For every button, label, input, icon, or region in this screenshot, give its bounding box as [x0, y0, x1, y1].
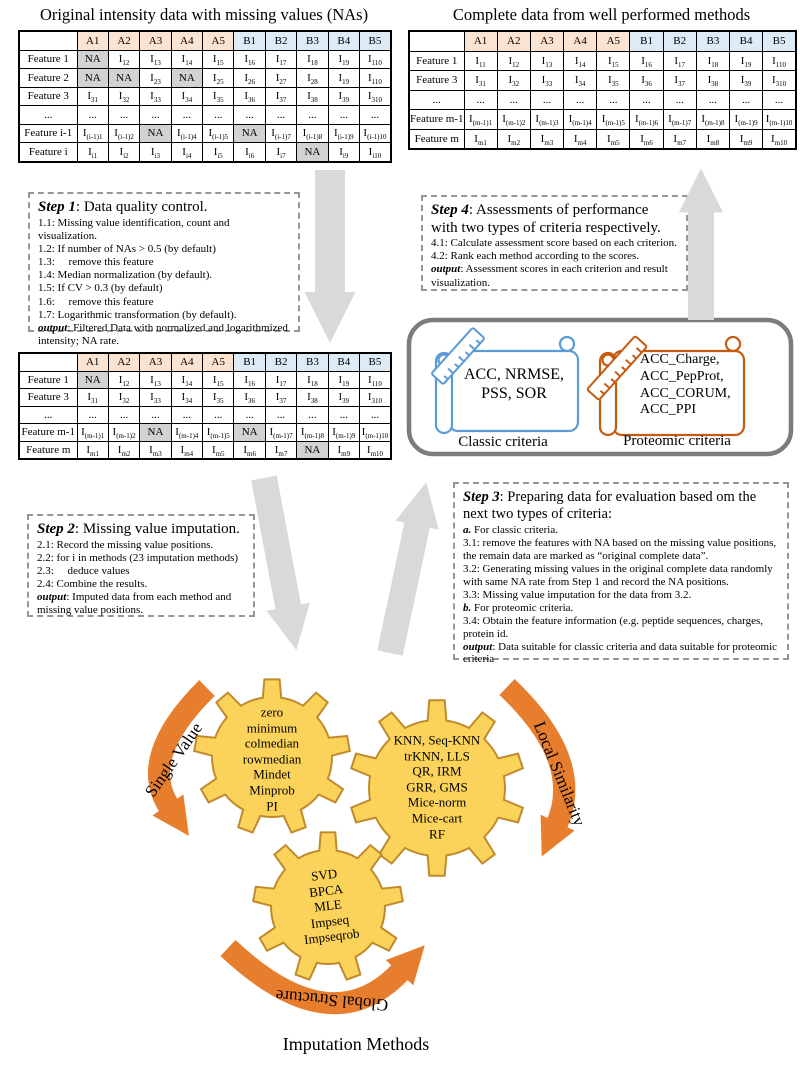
data-cell: $I_{(i-1)4}$ [171, 124, 202, 143]
data-cell: NA [234, 424, 265, 442]
list-item: rowmedian [242, 751, 302, 767]
row-header: Feature m [19, 441, 77, 459]
column-header: A2 [108, 31, 139, 50]
data-cell: $I_{19}$ [328, 69, 359, 88]
data-cell: $I_{12}$ [108, 371, 139, 389]
list-item: Impseqrob [303, 925, 361, 948]
column-header: A3 [140, 31, 171, 50]
data-cell: $I_{(i-1)1}$ [77, 124, 108, 143]
step-line: b. For proteomic criteria. [463, 601, 574, 614]
data-cell: $I_{310}$ [763, 71, 796, 91]
list-item: BPCA [308, 880, 344, 900]
column-header: A2 [497, 31, 530, 51]
data-cell: $I_{35}$ [203, 87, 234, 106]
list-item: KNN, Seq-KNN [393, 732, 481, 748]
step2-label: Step 2 [37, 521, 75, 537]
data-cell: $I_{310}$ [360, 389, 391, 407]
data-cell: ... [630, 90, 663, 110]
data-cell: $I_{39}$ [328, 389, 359, 407]
data-cell: $I_{(m-1)10}$ [763, 110, 796, 130]
data-cell: $I_{(i-1)7}$ [265, 124, 296, 143]
data-cell: ... [265, 406, 296, 424]
data-cell: $I_{m3}$ [140, 441, 171, 459]
list-item: MLE [313, 896, 343, 915]
data-cell: $I_{15}$ [203, 371, 234, 389]
step-line: 2.4: Combine the results. [37, 578, 148, 591]
list-item: zero [260, 704, 284, 720]
data-cell: $I_{14}$ [171, 50, 202, 69]
step-line: 1.3: remove this feature [38, 256, 154, 269]
data-cell: $I_{34}$ [564, 71, 597, 91]
list-item: ACC_PepProt, [640, 368, 724, 384]
data-cell: $I_{12}$ [108, 50, 139, 69]
data-cell: NA [77, 50, 108, 69]
data-cell: ... [234, 406, 265, 424]
step-line: 3.3: Missing value imputation for the data from 3.2. [463, 588, 692, 601]
row-header: Feature i [19, 143, 77, 162]
column-header: B1 [234, 31, 265, 50]
data-cell: $I_{(i-1)2}$ [108, 124, 139, 143]
data-cell: ... [696, 90, 729, 110]
data-cell: $I_{33}$ [530, 71, 563, 91]
data-cell: $I_{18}$ [297, 371, 328, 389]
step-line: 1.2: If number of NAs > 0.5 (by default) [38, 242, 216, 255]
data-cell: $I_{(i-1)8}$ [297, 124, 328, 143]
step-line: a. For classic criteria. [463, 523, 558, 536]
data-cell: $I_{(m-1)4}$ [564, 110, 597, 130]
data-cell: $I_{(m-1)6}$ [630, 110, 663, 130]
data-cell: $I_{(m-1)9}$ [730, 110, 763, 130]
data-cell: $I_{25}$ [203, 69, 234, 88]
step1-label: Step 1 [38, 199, 76, 215]
data-cell: $I_{35}$ [203, 389, 234, 407]
data-cell: $I_{16}$ [234, 50, 265, 69]
column-header: A3 [140, 353, 171, 371]
data-cell: ... [564, 90, 597, 110]
data-cell: NA [297, 441, 328, 459]
data-cell: $I_{i9}$ [328, 143, 359, 162]
data-cell: $I_{32}$ [108, 389, 139, 407]
step3-title: : Preparing data for evaluation based om the next two types of criteria: [463, 489, 757, 523]
data-cell: $I_{28}$ [297, 69, 328, 88]
list-item: QR, IRM [412, 763, 462, 779]
column-header: B3 [696, 31, 729, 51]
data-cell: $I_{35}$ [597, 71, 630, 91]
list-item: trKNN, LLS [404, 748, 470, 764]
data-cell: $I_{m4}$ [564, 129, 597, 149]
data-cell: ... [663, 90, 696, 110]
data-cell: $I_{m1}$ [464, 129, 497, 149]
list-item: Mice-norm [407, 794, 467, 810]
step3-label: Step 3 [463, 489, 500, 505]
list-item: colmedian [244, 735, 300, 751]
classic-criteria-label: Classic criteria [458, 434, 548, 450]
row-header: Feature 2 [19, 69, 77, 88]
step-line: 4.1: Calculate assessment score based on each criterion. [431, 237, 677, 250]
data-cell: ... [108, 406, 139, 424]
data-cell: NA [234, 124, 265, 143]
data-cell: $I_{31}$ [77, 87, 108, 106]
data-cell: ... [77, 106, 108, 125]
data-cell: NA [140, 124, 171, 143]
data-cell: ... [171, 406, 202, 424]
data-cell: $I_{19}$ [328, 50, 359, 69]
column-header: B3 [297, 31, 328, 50]
column-header: A3 [530, 31, 563, 51]
data-cell: $I_{11}$ [464, 51, 497, 71]
column-header: B5 [360, 353, 391, 371]
data-cell: $I_{38}$ [297, 389, 328, 407]
data-cell: $I_{110}$ [360, 371, 391, 389]
column-header: A1 [77, 353, 108, 371]
step-line: 1.4: Median normalization (by default). [38, 269, 213, 282]
row-header: Feature 1 [19, 50, 77, 69]
list-item: Minprob [249, 782, 295, 798]
row-header: ... [19, 406, 77, 424]
column-header: B2 [265, 31, 296, 50]
data-cell: $I_{i5}$ [203, 143, 234, 162]
column-header: A1 [464, 31, 497, 51]
column-header: A4 [171, 353, 202, 371]
data-cell: $I_{15}$ [597, 51, 630, 71]
data-cell: $I_{17}$ [265, 371, 296, 389]
data-cell: $I_{m5}$ [597, 129, 630, 149]
data-cell: ... [77, 406, 108, 424]
data-cell: ... [171, 106, 202, 125]
data-cell: ... [140, 406, 171, 424]
list-item: Mice-cart [411, 810, 463, 826]
data-cell: $I_{(m-1)8}$ [297, 424, 328, 442]
data-cell: $I_{16}$ [234, 371, 265, 389]
data-cell: $I_{m1}$ [77, 441, 108, 459]
data-cell: $I_{26}$ [234, 69, 265, 88]
step-line: output: Assessment scores in each criterion and result visualization. [431, 263, 668, 289]
data-cell: $I_{31}$ [464, 71, 497, 91]
data-cell: $I_{36}$ [630, 71, 663, 91]
data-cell: $I_{m6}$ [630, 129, 663, 149]
column-header: B5 [763, 31, 796, 51]
column-header: B5 [360, 31, 391, 50]
data-cell: $I_{i10}$ [360, 143, 391, 162]
row-header: ... [409, 90, 464, 110]
list-item: ACC_CORUM, [640, 385, 731, 401]
data-cell: ... [108, 106, 139, 125]
data-cell: $I_{(m-1)2}$ [497, 110, 530, 130]
data-cell: $I_{39}$ [730, 71, 763, 91]
data-cell: $I_{i6}$ [234, 143, 265, 162]
data-cell: $I_{39}$ [328, 87, 359, 106]
column-header: B2 [663, 31, 696, 51]
data-cell: $I_{32}$ [497, 71, 530, 91]
list-item: Impseq [309, 911, 350, 931]
data-cell: $I_{i7}$ [265, 143, 296, 162]
step-line: 1.1: Missing value identification, count and visualization. [38, 216, 230, 242]
data-cell: $I_{34}$ [171, 389, 202, 407]
data-cell: NA [140, 424, 171, 442]
data-cell: $I_{(m-1)5}$ [203, 424, 234, 442]
row-header: Feature i-1 [19, 124, 77, 143]
data-cell: $I_{(m-1)7}$ [663, 110, 696, 130]
data-cell: $I_{19}$ [328, 371, 359, 389]
step-line: output: Data suitable for classic criteria and data suitable for proteomic criteria [463, 640, 778, 666]
data-cell: $I_{(m-1)1}$ [77, 424, 108, 442]
arrow-filtered-to-gears [264, 478, 289, 611]
list-item: SVD [310, 865, 338, 884]
data-cell: $I_{110}$ [360, 69, 391, 88]
column-header: B3 [297, 353, 328, 371]
data-cell: $I_{i2}$ [108, 143, 139, 162]
list-item: minimum [246, 720, 298, 736]
column-header: A4 [171, 31, 202, 50]
local-similarity-label: Local Similarity [529, 718, 590, 829]
step-line: 2.3: deduce values [37, 564, 130, 577]
data-cell: $I_{37}$ [265, 87, 296, 106]
data-cell: $I_{33}$ [140, 389, 171, 407]
column-header: A5 [203, 353, 234, 371]
data-cell: $I_{(i-1)9}$ [328, 124, 359, 143]
data-cell: ... [597, 90, 630, 110]
data-cell: $I_{18}$ [696, 51, 729, 71]
data-cell: ... [234, 106, 265, 125]
data-cell: ... [530, 90, 563, 110]
data-cell: $I_{14}$ [171, 371, 202, 389]
data-cell: ... [297, 406, 328, 424]
data-cell: ... [763, 90, 796, 110]
data-cell: $I_{15}$ [203, 50, 234, 69]
data-cell: $I_{36}$ [234, 87, 265, 106]
data-cell: $I_{(m-1)1}$ [464, 110, 497, 130]
list-item: ACC_PPI [640, 402, 697, 418]
step-line: 1.6: remove this feature [38, 295, 154, 308]
arrow-gears-to-step3 [390, 521, 418, 653]
column-header: B4 [730, 31, 763, 51]
data-cell: $I_{(i-1)10}$ [360, 124, 391, 143]
list-item: Mindet [253, 766, 291, 782]
column-header: B4 [328, 353, 359, 371]
data-cell: $I_{m4}$ [171, 441, 202, 459]
data-cell: $I_{13}$ [140, 371, 171, 389]
data-cell: $I_{m5}$ [203, 441, 234, 459]
data-cell: NA [77, 371, 108, 389]
step-line: 2.2: for i in methods (23 imputation methods) [37, 551, 239, 564]
step-line: 3.1: remove the features with NA based on the missing value positions, the remain data are marked as “original complete data”. [463, 536, 777, 562]
data-cell: $I_{m8}$ [696, 129, 729, 149]
step-line: 4.2: Rank each method according to the scores. [431, 250, 640, 263]
step-line: 1.7: Logarithmic transformation (by default). [38, 308, 237, 321]
data-cell: $I_{32}$ [108, 87, 139, 106]
data-cell: $I_{(m-1)3}$ [530, 110, 563, 130]
step2-title: : Missing value imputation. [74, 521, 240, 537]
data-cell: ... [464, 90, 497, 110]
data-cell: $I_{m9}$ [328, 441, 359, 459]
data-cell: $I_{12}$ [497, 51, 530, 71]
data-cell: $I_{m2}$ [497, 129, 530, 149]
step-line: 3.4: Obtain the feature information (e.g. peptide sequences, charges, protein id. [463, 614, 764, 640]
data-cell: $I_{i3}$ [140, 143, 171, 162]
data-cell: $I_{m6}$ [234, 441, 265, 459]
row-header: Feature m [409, 129, 464, 149]
data-cell: $I_{(m-1)4}$ [171, 424, 202, 442]
data-cell: $I_{m9}$ [730, 129, 763, 149]
column-header: A4 [564, 31, 597, 51]
column-header: B4 [328, 31, 359, 50]
data-cell: $I_{38}$ [297, 87, 328, 106]
data-cell: $I_{36}$ [234, 389, 265, 407]
step4-label: Step 4 [431, 202, 469, 218]
global-structure-label: Global Structure [274, 986, 389, 1015]
data-cell: ... [297, 106, 328, 125]
data-cell: ... [203, 406, 234, 424]
data-cell: $I_{110}$ [763, 51, 796, 71]
row-header: Feature 3 [409, 71, 464, 91]
step-line: 2.1: Record the missing value positions. [37, 538, 214, 551]
data-cell: $I_{m7}$ [663, 129, 696, 149]
list-item: RF [429, 825, 445, 841]
list-item: PSS, SOR [481, 384, 547, 402]
list-item: ACC, NRMSE, [463, 366, 565, 383]
original-table-title: Original intensity data with missing values (NAs) [39, 5, 369, 24]
column-header: B2 [265, 353, 296, 371]
data-cell: NA [77, 69, 108, 88]
data-cell: $I_{m7}$ [265, 441, 296, 459]
list-item: GRR, GMS [406, 779, 468, 795]
data-cell: ... [360, 406, 391, 424]
data-cell: ... [203, 106, 234, 125]
data-cell: $I_{23}$ [140, 69, 171, 88]
row-header: ... [19, 106, 77, 125]
imputation-methods-caption: Imputation Methods [282, 1034, 430, 1054]
step1-title: : Data quality control. [75, 199, 208, 215]
list-item: PI [266, 797, 278, 813]
data-cell: $I_{i1}$ [77, 143, 108, 162]
row-header: Feature m-1 [19, 424, 77, 442]
data-cell: $I_{33}$ [140, 87, 171, 106]
data-cell: $I_{(m-1)5}$ [597, 110, 630, 130]
row-header: Feature 1 [19, 371, 77, 389]
data-cell: ... [360, 106, 391, 125]
data-cell: $I_{(m-1)7}$ [265, 424, 296, 442]
data-cell: $I_{m10}$ [360, 441, 391, 459]
data-cell: $I_{37}$ [265, 389, 296, 407]
data-cell: $I_{m2}$ [108, 441, 139, 459]
step-line: output: Imputed data from each method and missing value positions. [37, 591, 232, 617]
data-cell: $I_{16}$ [630, 51, 663, 71]
data-cell: $I_{(m-1)2}$ [108, 424, 139, 442]
single-value-label: Single Value [141, 718, 207, 801]
step-line: 3.2: Generating missing values in the original complete data randomly with same NA rate from Step 1 and record the NA positions. [463, 562, 773, 588]
data-cell: $I_{27}$ [265, 69, 296, 88]
data-cell: ... [265, 106, 296, 125]
proteomic-criteria-label: Proteomic criteria [623, 433, 731, 449]
data-cell: $I_{13}$ [530, 51, 563, 71]
data-cell: $I_{310}$ [360, 87, 391, 106]
step-line: output: Filtered Data with normalized and logarithmized intensity; NA rate. [38, 322, 288, 348]
data-cell: $I_{31}$ [77, 389, 108, 407]
column-header: A5 [203, 31, 234, 50]
data-cell: $I_{14}$ [564, 51, 597, 71]
data-cell: $I_{m10}$ [763, 129, 796, 149]
column-header: A2 [108, 353, 139, 371]
data-cell: NA [297, 143, 328, 162]
row-header: Feature 3 [19, 87, 77, 106]
data-cell: ... [140, 106, 171, 125]
data-cell: NA [108, 69, 139, 88]
step-line: 1.5: If CV > 0.3 (by default) [38, 282, 163, 295]
column-header: B1 [630, 31, 663, 51]
data-cell: ... [328, 406, 359, 424]
row-header: Feature 1 [409, 51, 464, 71]
data-cell: $I_{34}$ [171, 87, 202, 106]
data-cell: $I_{(i-1)5}$ [203, 124, 234, 143]
data-cell: $I_{38}$ [696, 71, 729, 91]
data-cell: $I_{18}$ [297, 50, 328, 69]
data-cell: $I_{17}$ [663, 51, 696, 71]
data-cell: NA [171, 69, 202, 88]
data-cell: ... [730, 90, 763, 110]
data-cell: ... [497, 90, 530, 110]
data-cell: $I_{(m-1)10}$ [360, 424, 391, 442]
complete-table-title: Complete data from well performed methods [452, 5, 751, 24]
column-header: A1 [77, 31, 108, 50]
data-cell: $I_{(m-1)9}$ [328, 424, 359, 442]
row-header: Feature 3 [19, 389, 77, 407]
data-cell: $I_{19}$ [730, 51, 763, 71]
data-cell: $I_{17}$ [265, 50, 296, 69]
data-cell: $I_{m3}$ [530, 129, 563, 149]
data-cell: ... [328, 106, 359, 125]
data-cell: $I_{37}$ [663, 71, 696, 91]
list-item: ACC_Charge, [640, 352, 720, 367]
data-cell: $I_{i4}$ [171, 143, 202, 162]
column-header: B1 [234, 353, 265, 371]
step4-title: : Assessments of performance with two types of criteria respectively. [431, 202, 661, 236]
data-cell: $I_{13}$ [140, 50, 171, 69]
column-header: A5 [597, 31, 630, 51]
data-cell: $I_{(m-1)8}$ [696, 110, 729, 130]
data-cell: $I_{110}$ [360, 50, 391, 69]
row-header: Feature m-1 [409, 110, 464, 130]
